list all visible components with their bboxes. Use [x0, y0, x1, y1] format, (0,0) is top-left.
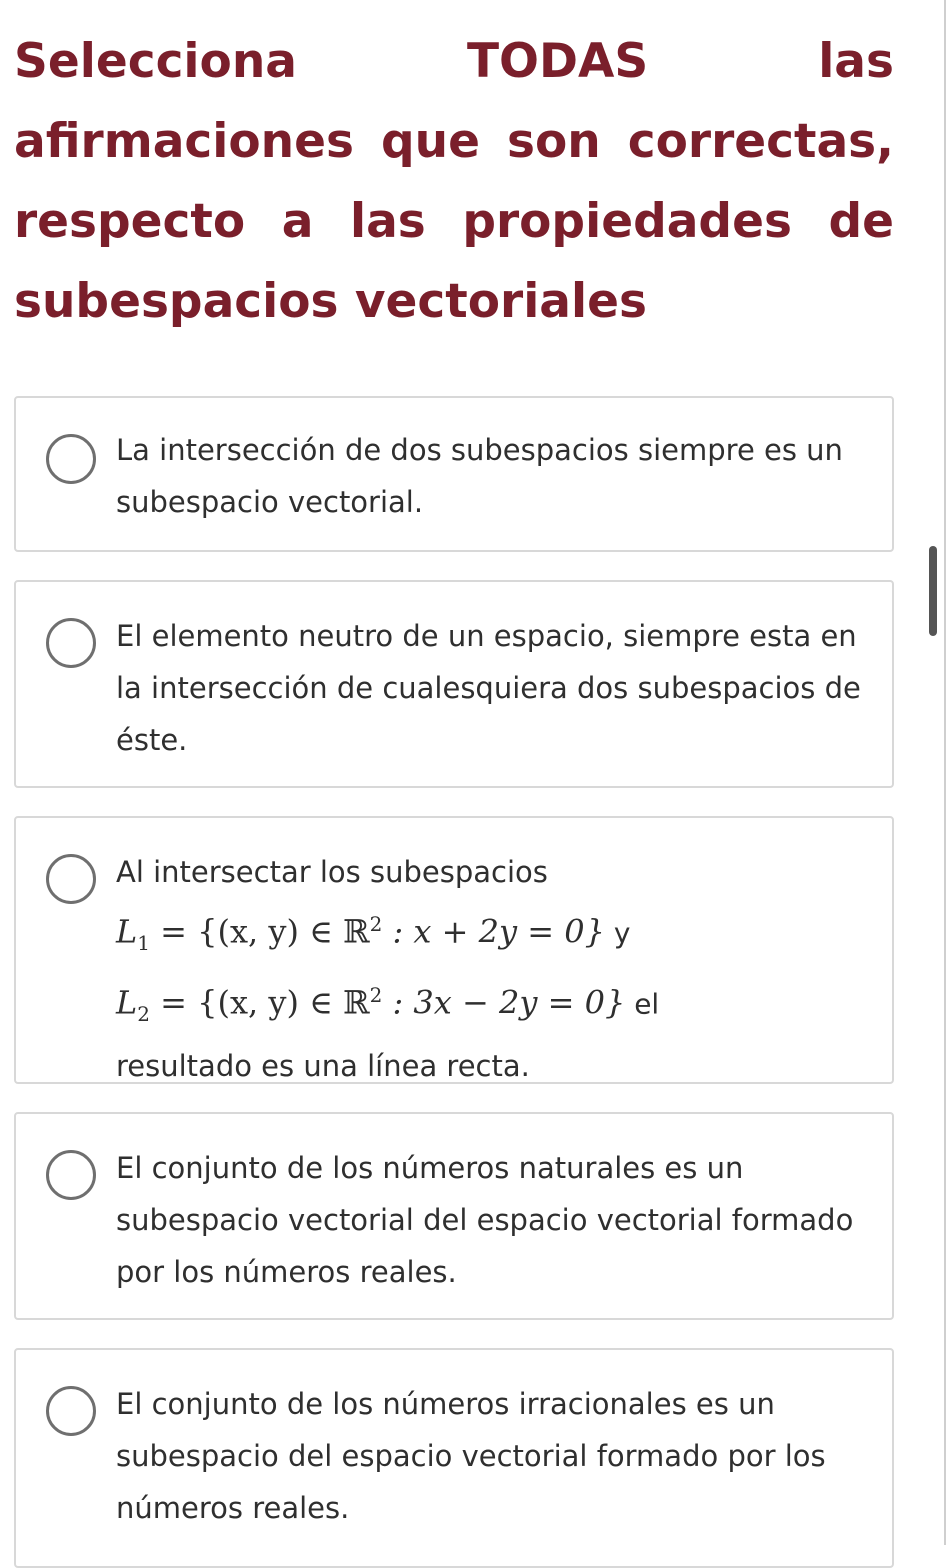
option-text-4: El conjunto de los números naturales es un subespacio vectorial del espacio vectorial formado por los números reales.: [116, 1151, 854, 1289]
option-text-2: El elemento neutro de un espacio, siempre esta en la intersección de cualesquiera dos subespacios de éste.: [116, 619, 861, 757]
radio-button-4[interactable]: [46, 1150, 96, 1200]
option-card-1[interactable]: [14, 396, 894, 552]
subspace-l2-formula: [116, 969, 868, 1040]
l1-expression: = {(x, y) ∈ ℝ: [160, 912, 370, 951]
l2-expression: = {(x, y) ∈ ℝ: [160, 983, 370, 1022]
option-3-outro: resultado es una línea recta.: [116, 1049, 530, 1084]
question-title: Selecciona TODAS las afirmaciones que son correctas, respecto a las propiedades de subespacios vectoriales: [14, 34, 894, 329]
l1-name: L: [116, 912, 138, 951]
radio-button-5[interactable]: [46, 1386, 96, 1436]
l1-condition: : x + 2y = 0}: [382, 912, 605, 951]
l2-name: L: [116, 983, 138, 1022]
l2-condition: : 3x − 2y = 0}: [382, 983, 626, 1022]
radio-button-1[interactable]: [46, 434, 96, 484]
subspace-l1-formula: [116, 898, 868, 969]
radio-button-2[interactable]: [46, 618, 96, 668]
l1-subscript: 1: [137, 931, 150, 956]
option-text-5: El conjunto de los números irracionales es un subespacio del espacio vectorial formado por los números reales.: [116, 1387, 826, 1525]
l2-trailing-word: el: [625, 987, 660, 1021]
scrollbar-thumb[interactable]: [929, 546, 937, 636]
option-3-intro: Al intersectar los subespacios: [116, 855, 548, 889]
option-card-2[interactable]: [14, 580, 894, 788]
l2-superscript: 2: [369, 983, 383, 1008]
option-card-3[interactable]: [14, 816, 894, 1084]
l1-trailing-word: y: [604, 916, 631, 950]
option-text-3: [116, 846, 868, 1092]
l1-superscript: 2: [369, 912, 383, 936]
option-card-5[interactable]: [14, 1348, 894, 1568]
radio-button-3[interactable]: [46, 854, 96, 904]
l2-subscript: 2: [137, 1002, 150, 1027]
option-text-1: La intersección de dos subespacios siempre es un subespacio vectorial.: [116, 433, 843, 519]
option-card-4[interactable]: [14, 1112, 894, 1320]
